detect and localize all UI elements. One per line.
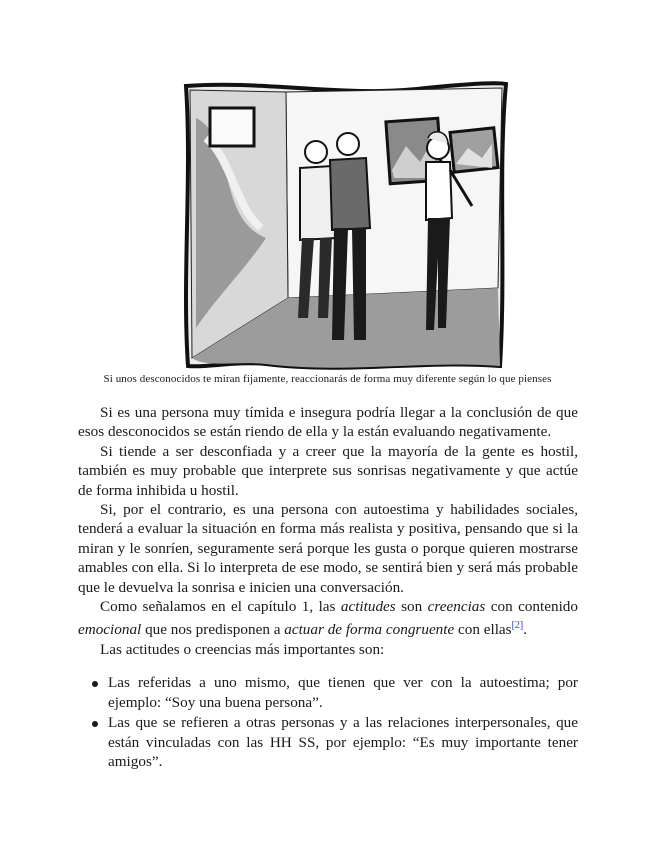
picture-left — [210, 108, 254, 146]
paragraph-4: Como señalamos en el capítulo 1, las actitudes son creencias con contenido emocional que nos predisponen a actuar de forma congruente con ellas[2]. — [78, 598, 578, 639]
bullet-icon — [92, 721, 98, 727]
bullet-icon — [92, 681, 98, 687]
list-item: Las que se refieren a otras personas y a las relaciones interpersonales, que están vinculadas con las HH SS, por ejemplo: “Es muy importante tener amigos”. — [78, 713, 578, 771]
attitudes-list — [78, 673, 578, 771]
list-item: Las referidas a uno mismo, que tienen que ver con la autoestima; por ejemplo: “Soy una buena persona”. — [78, 673, 578, 712]
paragraph-1: Si es una persona muy tímida e insegura podría llegar a la conclusión de que esos desconocidos se están riendo de ella y la están evaluando negativamente. — [78, 404, 578, 441]
figure-caption: Si unos desconocidos te miran fijamente, reaccionarás de forma muy diferente según lo que pienses — [103, 373, 552, 385]
paragraph-3: Si, por el contrario, es una persona con autoestima y habilidades sociales, tenderá a evaluar la situación en forma más realista y positiva, pensando que si la miran y le sonríen, seguramente será porque les gusta o porque quieren mostrarse amables con ella. Si lo interpreta de ese modo, se sentirá bien y será más probable que le devuelva la sonrisa e inicien una conversación. — [78, 501, 578, 596]
paragraph-5: Las actitudes o creencias más importantes son: — [100, 640, 385, 658]
body-text — [78, 403, 578, 772]
footnote-link[interactable]: [2] — [511, 620, 524, 632]
paragraph-2: Si tiende a ser desconfiada y a creer que la mayoría de la gente es hostil, también es muy probable que interprete sus sonrisas negativamente y que actúe de forma inhibida u hostil. — [78, 442, 578, 499]
gallery-illustration — [176, 78, 510, 370]
